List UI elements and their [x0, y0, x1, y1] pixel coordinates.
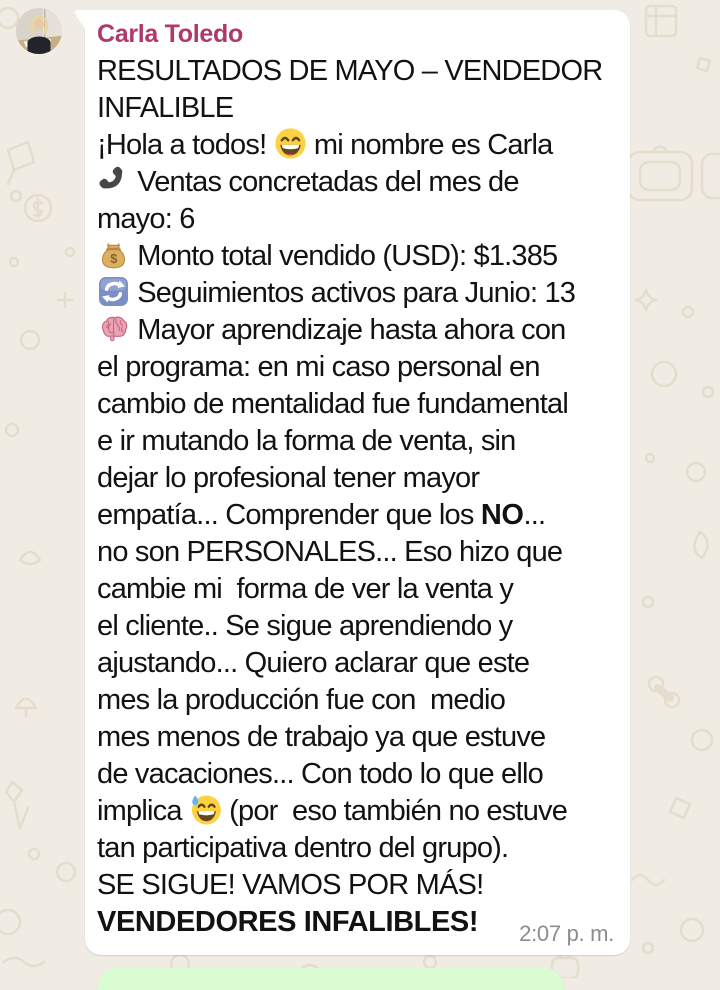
message-line: [97, 497, 612, 534]
message-text-segment: mes la producción fue con medio: [97, 684, 506, 716]
brain-emoji: [97, 312, 130, 345]
message-line: [97, 53, 612, 90]
message-line: [97, 867, 612, 904]
message-line: [97, 608, 612, 645]
message-text-segment: cambio de mentalidad fue fundamental: [97, 388, 568, 420]
avatar[interactable]: [16, 8, 62, 54]
message-text-segment: empatía... Comprender que los: [97, 499, 481, 531]
message-line: [97, 793, 612, 830]
message-text-segment: el programa: en mi caso personal en: [97, 351, 540, 383]
message-line: [97, 164, 612, 201]
message-line: [97, 386, 612, 423]
message-line: [97, 460, 612, 497]
message-text-segment: NO: [480, 499, 524, 531]
message-line: [97, 90, 612, 127]
bubble-tail: [73, 10, 87, 32]
message-text-segment: Mayor aprendizaje hasta ahora con: [130, 314, 566, 346]
message-timestamp: 2:07 p. m.: [519, 921, 614, 946]
message-text-segment: el cliente.. Se sigue aprendiendo y: [97, 610, 513, 642]
message-text-segment: (por eso también no estuve: [221, 795, 568, 827]
message-text-segment: ¡Hola a todos!: [97, 129, 274, 161]
outgoing-message-bubble-partial[interactable]: [98, 968, 563, 990]
message-text-segment: Monto total vendido (USD): $1.385: [130, 240, 558, 272]
svg-text:$: $: [110, 251, 117, 267]
message-text-segment: cambie mi forma de ver la venta y: [97, 573, 514, 605]
money-bag-emoji: [97, 238, 130, 271]
message-line: [97, 682, 612, 719]
sweat-smile-emoji: [189, 793, 222, 826]
message-line: [97, 201, 612, 238]
message-text-segment: Seguimientos activos para Junio: 13: [130, 277, 576, 309]
message-line: [97, 719, 612, 756]
message-text-segment: dejar lo profesional tener mayor: [97, 462, 480, 494]
message-text-segment: e ir mutando la forma de venta, sin: [97, 425, 516, 457]
message-text-segment: mayo: 6: [97, 203, 195, 235]
message-line: [97, 534, 612, 571]
message-line: [97, 312, 612, 349]
message-line: [97, 127, 612, 164]
message-text-segment: mes menos de trabajo ya que estuve: [97, 721, 546, 753]
message-line: [97, 645, 612, 682]
repeat-arrows-emoji: [97, 275, 130, 308]
message-text-segment: SE SIGUE! VAMOS POR MÁS!: [97, 869, 484, 901]
profile-photo: [16, 8, 62, 54]
message-text-segment: RESULTADOS DE MAYO – VENDEDOR: [97, 55, 603, 87]
grinning-face-emoji: [274, 127, 307, 160]
message-line: [97, 349, 612, 386]
message-line: [97, 756, 612, 793]
message-text-segment: mi nombre es Carla: [306, 129, 553, 161]
message-text-segment: implica: [97, 795, 189, 827]
message-text-segment: de vacaciones... Con todo lo que ello: [97, 758, 543, 790]
message-text-segment: Ventas concretadas del mes de: [130, 166, 519, 198]
message-text-segment: INFALIBLE: [97, 92, 234, 124]
message-lines: [97, 53, 612, 941]
message-line: [97, 423, 612, 460]
message-line: [97, 571, 612, 608]
message-text-segment: ...: [523, 499, 546, 531]
telephone-receiver-emoji: [97, 164, 130, 197]
message-line: [97, 830, 612, 867]
sender-name[interactable]: Carla Toledo: [97, 20, 243, 48]
message-line: [97, 238, 612, 275]
message-text-segment: no son PERSONALES... Eso hizo que: [97, 536, 563, 568]
message-text-segment: tan participativa dentro del grupo).: [97, 832, 509, 864]
message-text-segment: ajustando... Quiero aclarar que este: [97, 647, 530, 679]
incoming-message-bubble[interactable]: [85, 10, 630, 955]
message-text-segment: VENDEDORES INFALIBLES!: [97, 906, 479, 938]
message-line: [97, 275, 612, 312]
